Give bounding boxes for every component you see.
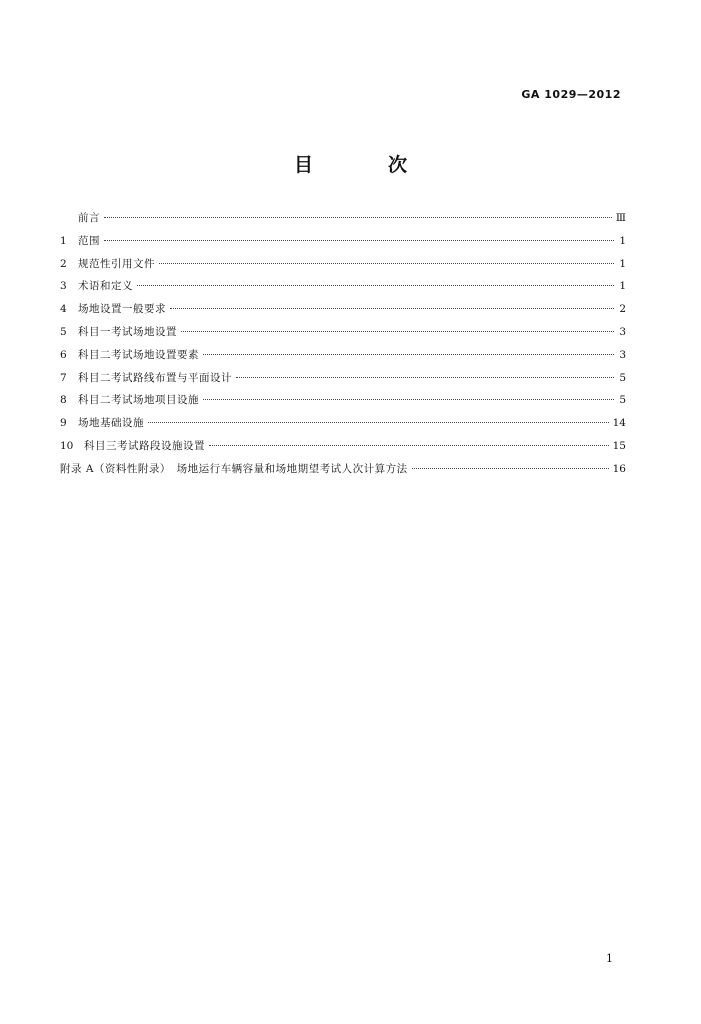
toc-leader-dots [203, 399, 614, 400]
toc-entry-foreword[interactable] [60, 210, 626, 233]
toc-entry-page: 1 [619, 280, 626, 293]
toc-leader-dots [181, 331, 614, 332]
toc-entry-label: 范围 [78, 234, 100, 247]
toc-entry-page: 14 [612, 417, 626, 430]
toc-entry-label: 附录 A（资料性附录） 场地运行车辆容量和场地期望考试人次计算方法 [60, 462, 408, 475]
toc-entry-label: 科目一考试场地设置 [78, 325, 177, 338]
toc-entry-page: 3 [619, 348, 626, 361]
toc-entry-number: 3 [60, 280, 67, 293]
toc-entry-label: 场地设置一般要求 [78, 303, 166, 316]
toc-entry-page: 1 [619, 257, 626, 270]
toc-entry-5[interactable] [60, 324, 626, 347]
toc-entry-page: 3 [619, 325, 626, 338]
toc-leader-dots [412, 468, 609, 469]
toc-entry-label: 前言 [78, 212, 100, 224]
toc-entry-number: 1 [60, 234, 67, 247]
toc-entry-3[interactable] [60, 278, 626, 301]
toc-entry-page: Ⅲ [615, 212, 626, 224]
toc-entry-7[interactable] [60, 370, 626, 393]
toc-entry-label: 规范性引用文件 [78, 257, 155, 270]
toc-entry-label: 科目二考试场地设置要素 [78, 348, 199, 361]
toc-entry-label: 术语和定义 [78, 280, 133, 293]
toc-entry-6[interactable] [60, 347, 626, 370]
toc-entry-8[interactable] [60, 392, 626, 415]
toc-entry-page: 15 [612, 439, 626, 452]
toc-leader-dots [203, 354, 614, 355]
toc-entry-label: 科目二考试路线布置与平面设计 [78, 371, 232, 384]
table-of-contents [60, 210, 626, 484]
toc-leader-dots [104, 217, 612, 218]
toc-entry-page: 2 [619, 303, 626, 316]
toc-entry-label: 科目二考试场地项目设施 [78, 394, 199, 407]
page-title: 目 次 [293, 154, 435, 176]
toc-entry-appendix-a[interactable] [60, 461, 626, 484]
toc-entry-1[interactable] [60, 233, 626, 256]
toc-entry-page: 5 [619, 371, 626, 384]
toc-leader-dots [137, 285, 614, 286]
toc-entry-number: 5 [60, 325, 67, 338]
toc-leader-dots [104, 240, 614, 241]
toc-entry-4[interactable] [60, 301, 626, 324]
toc-leader-dots [209, 445, 609, 446]
toc-entry-number: 6 [60, 348, 67, 361]
toc-leader-dots [159, 263, 614, 264]
toc-entry-number: 2 [60, 257, 67, 270]
toc-entry-label: 科目三考试路段设施设置 [84, 439, 205, 452]
standard-code: GA 1029—2012 [521, 88, 621, 101]
toc-entry-page: 5 [619, 394, 626, 407]
toc-entry-number: 7 [60, 371, 67, 384]
toc-leader-dots [236, 377, 614, 378]
toc-leader-dots [170, 308, 614, 309]
toc-entry-number: 8 [60, 394, 67, 407]
page-number: 1 [606, 952, 613, 965]
toc-entry-number: 9 [60, 417, 67, 430]
toc-entry-9[interactable] [60, 415, 626, 438]
toc-leader-dots [148, 422, 609, 423]
toc-entry-label: 场地基础设施 [78, 417, 144, 430]
toc-entry-10[interactable] [60, 438, 626, 461]
toc-entry-page: 1 [619, 234, 626, 247]
toc-entry-page: 16 [612, 462, 626, 475]
toc-entry-number: 10 [60, 439, 74, 452]
toc-entry-number: 4 [60, 303, 67, 316]
toc-entry-2[interactable] [60, 256, 626, 279]
